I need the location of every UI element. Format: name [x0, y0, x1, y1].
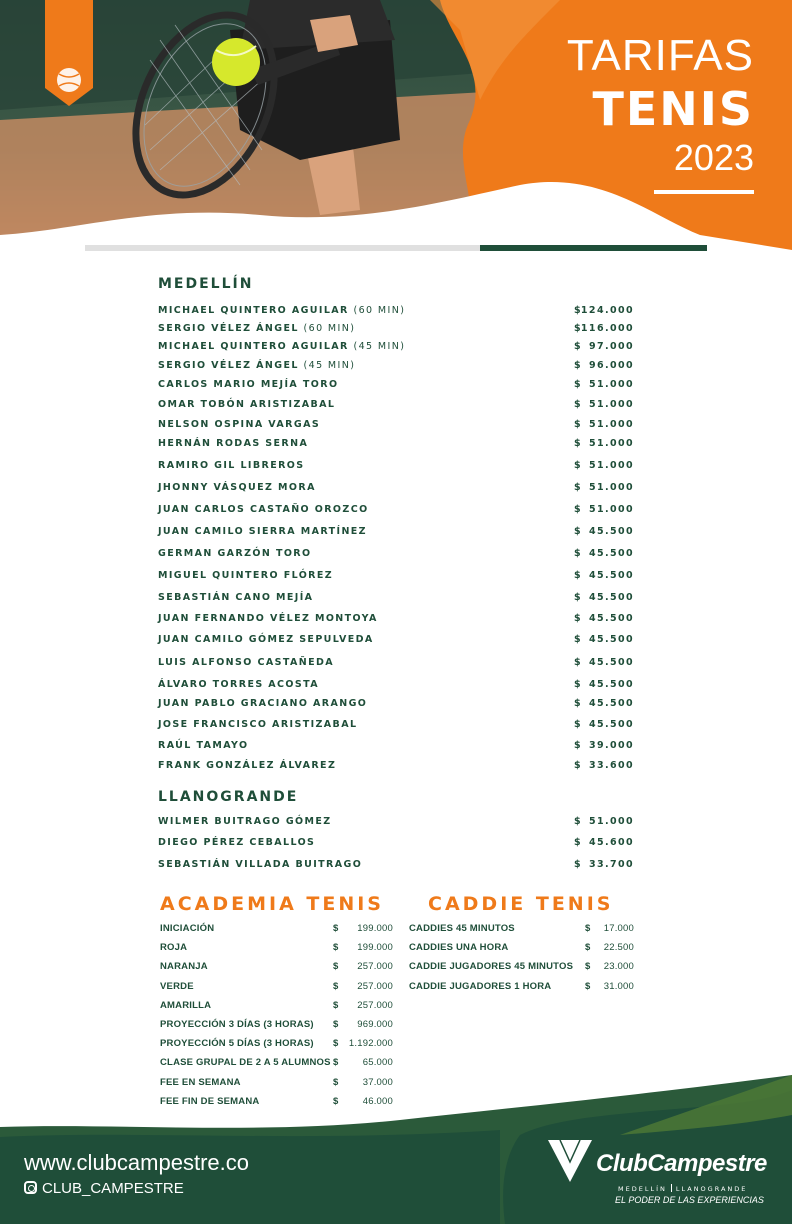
item-price: 45.500 [588, 657, 634, 668]
section-heading-caddie: CADDIE TENIS [428, 893, 614, 915]
price-row [158, 740, 638, 754]
price-row [158, 399, 638, 413]
price-row [158, 613, 638, 627]
currency-symbol: $ [333, 942, 339, 954]
price-row [158, 548, 638, 562]
item-name [158, 460, 305, 471]
item-duration: (60 MIN) [303, 323, 356, 334]
item-name-text: HERNÁN RODAS SERNA [158, 438, 309, 449]
item-name [158, 719, 357, 730]
item-name [158, 399, 335, 410]
item-price: 969.000 [357, 1019, 393, 1030]
item-name [158, 740, 248, 751]
currency-symbol: $ [585, 980, 591, 992]
price-row [158, 438, 638, 452]
price-row [160, 1019, 393, 1032]
currency-symbol: $ [574, 548, 583, 559]
item-duration: (45 MIN) [353, 341, 406, 352]
price-row [409, 942, 634, 955]
currency-symbol: $ [333, 923, 339, 934]
item-name [158, 379, 338, 390]
item-price: 51.000 [588, 419, 634, 430]
item-name [158, 592, 313, 603]
item-name [158, 323, 355, 334]
price-row [158, 379, 638, 393]
item-name-text: GERMAN GARZÓN TORO [158, 548, 312, 559]
title-underline [654, 190, 754, 194]
brand-tagline: EL PODER DE LAS EXPERIENCIAS [615, 1195, 764, 1205]
title-line1: TARIFAS [566, 31, 754, 80]
brand-location-medellin: MEDELLÍN [618, 1185, 667, 1193]
item-name [158, 634, 374, 645]
title-block [567, 30, 754, 180]
item-name-text: FRANK GONZÁLEZ ÁLVAREZ [158, 760, 337, 771]
item-price: 22.500 [603, 942, 634, 954]
price-row [158, 657, 638, 671]
item-price: 45.500 [588, 698, 634, 709]
currency-symbol: $ [333, 980, 339, 992]
price-row [160, 923, 393, 936]
item-name-text: MIGUEL QUINTERO FLÓREZ [158, 570, 334, 581]
currency-symbol: $ [333, 1038, 339, 1050]
price-row [160, 942, 393, 955]
item-name: AMARILLA [160, 999, 212, 1011]
item-price: 199.000 [357, 923, 393, 934]
item-name-text: SERGIO VÉLEZ ÁNGEL [158, 360, 299, 371]
item-name [158, 548, 312, 559]
currency-symbol: $ [574, 740, 583, 751]
price-row [158, 679, 638, 693]
item-name-text: JUAN PABLO GRACIANO ARANGO [158, 698, 368, 709]
item-name-text: DIEGO PÉREZ CEBALLOS [158, 837, 316, 848]
currency-symbol: $ [574, 379, 583, 390]
price-row [158, 419, 638, 433]
item-price: 39.000 [588, 740, 634, 751]
item-name [158, 679, 319, 690]
item-name-text: ÁLVARO TORRES ACOSTA [158, 679, 320, 690]
brand-name: ClubCampestre [596, 1150, 767, 1177]
item-price: 96.000 [588, 360, 634, 371]
item-name [158, 570, 333, 581]
currency-symbol: $ [574, 837, 583, 848]
item-name [158, 438, 308, 449]
currency-symbol: $ [574, 657, 583, 668]
item-name: PROYECCIÓN 3 DÍAS (3 HORAS) [160, 1019, 314, 1030]
currency-symbol: $ [574, 634, 583, 645]
currency-symbol: $ [574, 305, 583, 316]
item-price: 45.500 [588, 570, 634, 581]
item-name [158, 526, 367, 537]
item-price: 45.600 [588, 837, 634, 848]
tennis-ball-badge-icon [57, 68, 81, 92]
item-name-text: RAÚL TAMAYO [158, 740, 249, 751]
item-name-text: JUAN FERNANDO VÉLEZ MONTOYA [158, 613, 378, 624]
item-price: 37.000 [362, 1076, 393, 1088]
item-price: 31.000 [603, 980, 634, 992]
item-price: 45.500 [588, 548, 634, 559]
item-name-text: CARLOS MARIO MEJÍA TORO [158, 379, 339, 390]
currency-symbol: $ [574, 816, 583, 827]
item-name [158, 482, 316, 493]
item-name [158, 341, 405, 352]
currency-symbol: $ [333, 961, 339, 973]
currency-symbol: $ [333, 999, 339, 1011]
currency-symbol: $ [585, 961, 591, 973]
currency-symbol: $ [574, 460, 583, 471]
item-name: PROYECCIÓN 5 DÍAS (3 HORAS) [160, 1038, 314, 1050]
title-year: 2023 [673, 137, 754, 178]
item-price: 51.000 [588, 482, 634, 493]
currency-symbol: $ [333, 1019, 339, 1030]
title-line2: TENIS [592, 82, 754, 136]
club-campestre-logo-icon [546, 1138, 594, 1184]
currency-symbol: $ [574, 419, 583, 430]
item-name-text: JHONNY VÁSQUEZ MORA [158, 482, 316, 493]
item-price: 51.000 [588, 399, 634, 410]
divider-grey [85, 245, 480, 251]
item-price: 257.000 [357, 980, 393, 992]
currency-symbol: $ [574, 679, 583, 690]
currency-symbol: $ [574, 482, 583, 493]
brand-location-llanogrande: LLANOGRANDE [675, 1185, 748, 1193]
item-name [158, 504, 369, 515]
section-heading-medellin: MEDELLÍN [158, 276, 254, 292]
item-price: 199.000 [357, 942, 393, 954]
item-name-text: RAMIRO GIL LIBREROS [158, 460, 305, 471]
item-name [158, 657, 334, 668]
item-name: FEE EN SEMANA [160, 1076, 241, 1088]
price-row [158, 816, 638, 830]
item-price: 45.500 [588, 679, 634, 690]
item-name: CADDIE JUGADORES 45 MINUTOS [409, 961, 574, 973]
item-price: 45.500 [588, 719, 634, 730]
item-name-text: MICHAEL QUINTERO AGUILAR [158, 305, 349, 316]
price-row [160, 961, 393, 974]
currency-symbol: $ [574, 526, 583, 537]
currency-symbol: $ [574, 570, 583, 581]
price-row [158, 837, 638, 851]
item-name [158, 419, 320, 430]
price-row [158, 305, 638, 319]
instagram-handle-text: CLUB_CAMPESTRE [42, 1180, 184, 1197]
item-name [158, 613, 378, 624]
currency-symbol: $ [574, 613, 583, 624]
item-name-text: JOSE FRANCISCO ARISTIZABAL [158, 719, 358, 730]
item-price: 51.000 [588, 504, 634, 515]
price-row [409, 923, 634, 936]
price-row [409, 961, 634, 974]
price-row [409, 981, 634, 994]
price-row [158, 360, 638, 374]
item-price: 17.000 [603, 923, 634, 934]
divider-green [480, 245, 707, 251]
item-name-text: NELSON OSPINA VARGAS [158, 419, 321, 430]
item-price: 45.500 [588, 634, 634, 645]
item-name [158, 305, 405, 316]
price-row [158, 698, 638, 712]
item-name: VERDE [160, 980, 194, 992]
item-name-text: JUAN CAMILO SIERRA MARTÍNEZ [158, 526, 367, 537]
item-name [158, 760, 336, 771]
price-row [158, 341, 638, 355]
item-name [158, 816, 332, 827]
price-row [158, 859, 638, 873]
currency-symbol: $ [574, 592, 583, 603]
tennis-ball-icon [212, 38, 260, 86]
item-name-text: SEBASTIÁN VILLADA BUITRAGO [158, 859, 363, 870]
price-row [158, 592, 638, 606]
item-price: 51.000 [588, 438, 634, 449]
item-price: 46.000 [362, 1095, 393, 1107]
item-price: 116.000 [580, 323, 634, 334]
currency-symbol: $ [574, 504, 583, 515]
item-name-text: JUAN CAMILO GÓMEZ SEPULVEDA [158, 634, 374, 645]
price-row [158, 460, 638, 474]
instagram-handle[interactable] [24, 1180, 184, 1197]
item-price: 124.000 [580, 305, 634, 316]
item-name-text: MICHAEL QUINTERO AGUILAR [158, 341, 349, 352]
item-price: 33.600 [588, 760, 634, 771]
price-row [160, 1057, 393, 1070]
item-name-text: OMAR TOBÓN ARISTIZABAL [158, 399, 336, 410]
price-row [158, 504, 638, 518]
section-heading-llanogrande: LLANOGRANDE [158, 789, 299, 805]
website-link[interactable]: www.clubcampestre.co [24, 1150, 249, 1175]
item-name: INICIACIÓN [160, 923, 215, 934]
item-price: 65.000 [362, 1057, 393, 1069]
instagram-icon [24, 1181, 37, 1194]
item-price: 51.000 [588, 816, 634, 827]
item-price: 45.500 [588, 526, 634, 537]
item-price: 45.500 [588, 592, 634, 603]
item-price: 257.000 [357, 999, 393, 1011]
currency-symbol: $ [574, 859, 583, 870]
currency-symbol: $ [574, 719, 583, 730]
currency-symbol: $ [333, 1095, 339, 1107]
item-name [158, 698, 367, 709]
currency-symbol: $ [585, 923, 591, 934]
currency-symbol: $ [333, 1057, 339, 1069]
item-price: 45.500 [588, 613, 634, 624]
item-duration: (60 MIN) [353, 305, 406, 316]
item-name: CADDIES UNA HORA [409, 942, 509, 954]
currency-symbol: $ [574, 341, 583, 352]
item-name [158, 859, 362, 870]
currency-symbol: $ [574, 760, 583, 771]
price-row [160, 981, 393, 994]
item-name-text: LUIS ALFONSO CASTAÑEDA [158, 657, 334, 668]
price-row [158, 526, 638, 540]
item-duration: (45 MIN) [303, 360, 356, 371]
price-row [158, 570, 638, 584]
price-row [158, 719, 638, 733]
item-name: CADDIE JUGADORES 1 HORA [409, 980, 552, 992]
price-row [158, 760, 638, 774]
price-row [158, 323, 638, 337]
item-name [158, 360, 355, 371]
currency-symbol: $ [574, 698, 583, 709]
section-heading-academia: ACADEMIA TENIS [160, 893, 384, 915]
item-price: 51.000 [588, 379, 634, 390]
item-price: 97.000 [588, 341, 634, 352]
currency-symbol: $ [333, 1076, 339, 1088]
price-row [158, 634, 638, 648]
brand-separator [671, 1184, 672, 1192]
item-price: 33.700 [588, 859, 634, 870]
price-row [158, 482, 638, 496]
item-name [158, 837, 315, 848]
item-name-text: SEBASTIÁN CANO MEJÍA [158, 592, 314, 603]
item-name-text: WILMER BUITRAGO GÓMEZ [158, 816, 332, 827]
item-price: 23.000 [603, 961, 634, 973]
currency-symbol: $ [574, 399, 583, 410]
item-name: ROJA [160, 942, 188, 954]
item-name: NARANJA [160, 961, 208, 973]
price-row [160, 1038, 393, 1051]
item-price: 257.000 [357, 961, 393, 973]
currency-symbol: $ [585, 942, 591, 954]
item-name: FEE FIN DE SEMANA [160, 1095, 260, 1107]
brand-locations [618, 1184, 747, 1193]
item-name: CLASE GRUPAL DE 2 A 5 ALUMNOS [160, 1057, 331, 1069]
item-price: 1.192.000 [348, 1038, 393, 1050]
item-name-text: JUAN CARLOS CASTAÑO OROZCO [158, 504, 369, 515]
currency-symbol: $ [574, 438, 583, 449]
currency-symbol: $ [574, 360, 583, 371]
item-price: 51.000 [588, 460, 634, 471]
currency-symbol: $ [574, 323, 583, 334]
item-name-text: SERGIO VÉLEZ ÁNGEL [158, 323, 299, 334]
price-row [160, 1000, 393, 1013]
item-name: CADDIES 45 MINUTOS [409, 923, 515, 934]
